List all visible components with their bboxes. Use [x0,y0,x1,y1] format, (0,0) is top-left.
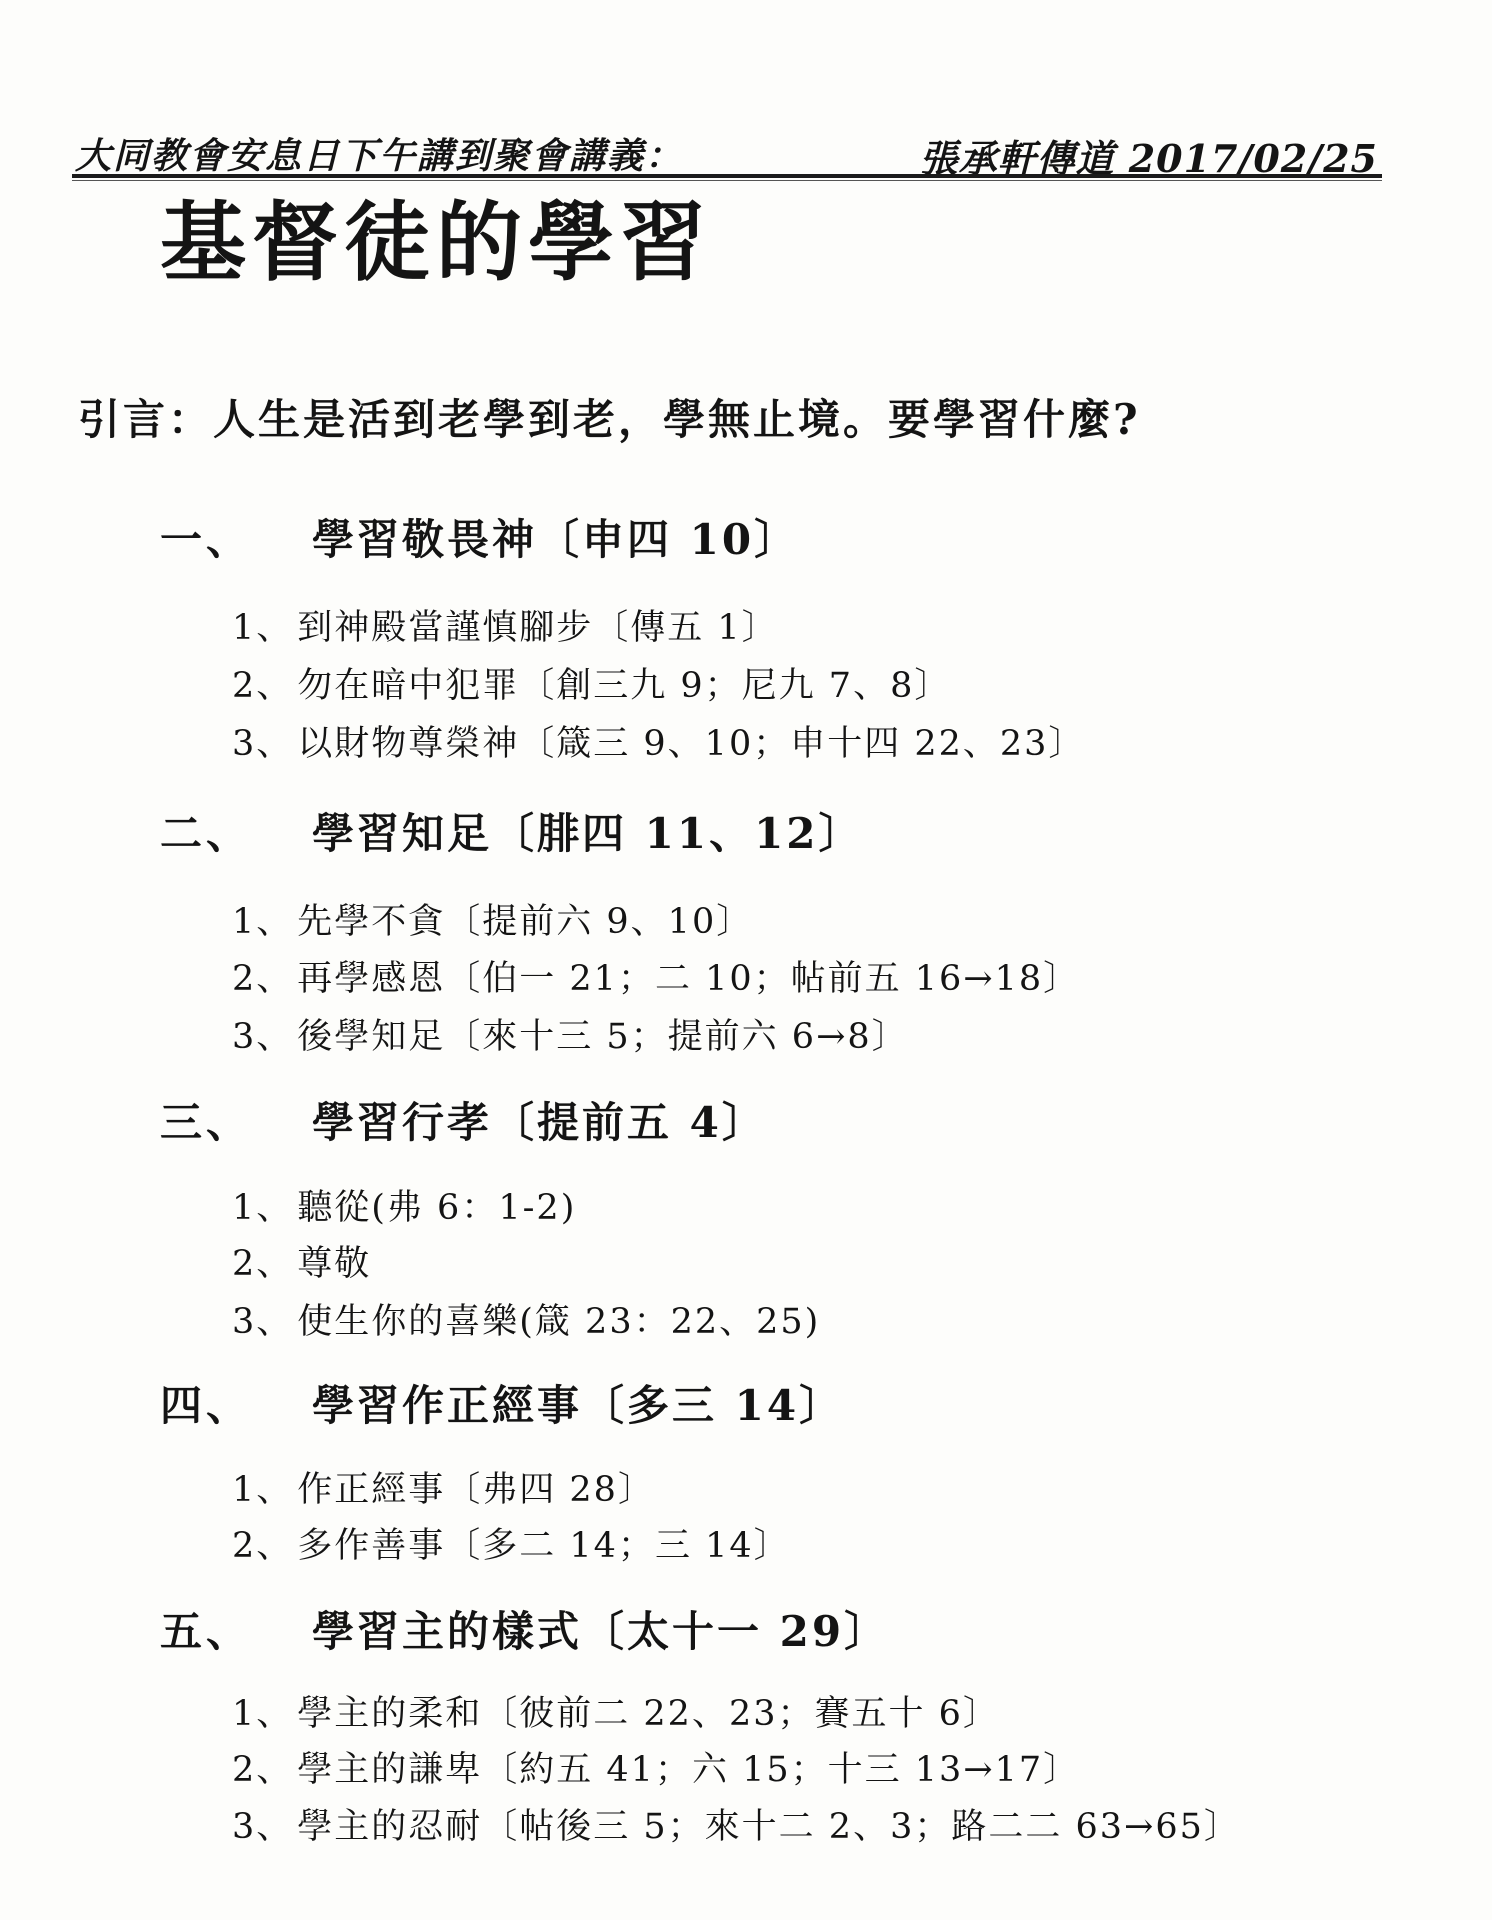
item-number: 1、 [232,608,294,648]
item-text: 學主的柔和〔彼前二 22、23；賽五十 6〕 [297,1694,1000,1734]
item-number: 1、 [232,1694,294,1734]
item-number: 1、 [232,1470,294,1510]
list-item [232,1298,820,1346]
section-number: 五、 [160,1607,253,1656]
section-title: 學習知足〔腓四 11、12〕 [312,809,864,858]
intro-text: 引言：人生是活到老學到老，學無止境。要學習什麼? [78,395,1141,444]
header-rule [72,174,1382,178]
page-header [75,128,1378,181]
item-text: 使生你的喜樂(箴 23：22、25) [297,1302,821,1342]
list-item [232,1184,576,1232]
item-text: 聽從(弗 6：1-2) [297,1188,577,1228]
list-item [232,1803,1241,1851]
item-number: 2、 [232,1244,294,1284]
item-text: 學主的謙卑〔約五 41；六 15；十三 13→17〕 [297,1750,1081,1790]
list-item [232,604,779,652]
section-number: 一、 [160,515,253,564]
item-number: 2、 [232,1526,294,1566]
item-text: 後學知足〔來十三 5；提前六 6→8〕 [297,1017,909,1057]
section-number: 二、 [160,809,253,858]
page-title: 基督徒的學習 [160,192,712,293]
item-text: 學主的忍耐〔帖後三 5；來十二 2、3；路二二 63→65〕 [297,1807,1241,1847]
list-item [232,1746,1080,1794]
list-item [232,1522,791,1570]
list-item [232,955,1080,1003]
item-text: 以財物尊榮神〔箴三 9、10；申十四 22、23〕 [297,724,1086,764]
header-church-info: 大同教會安息日下午講到聚會講義： [75,135,684,177]
section-title: 學習主的樣式〔太十一 29〕 [312,1607,890,1656]
list-item [232,1690,1000,1738]
item-text: 尊敬 [297,1244,372,1284]
item-text: 多作善事〔多二 14；三 14〕 [297,1526,791,1566]
list-item [232,1240,371,1288]
item-text: 作正經事〔弗四 28〕 [297,1470,655,1510]
list-item [232,898,753,946]
section-title: 學習敬畏神〔申四 10〕 [312,515,800,564]
list-item [232,1466,655,1514]
item-text: 再學感恩〔伯一 21；二 10；帖前五 16→18〕 [297,959,1081,999]
item-number: 3、 [232,724,294,764]
header-speaker-date: 張承軒傳道 2017/02/25 [919,136,1378,181]
item-number: 1、 [232,1188,294,1228]
list-item [232,1013,909,1061]
item-number: 3、 [232,1807,294,1847]
section-number: 四、 [160,1381,253,1430]
item-text: 到神殿當謹慎腳步〔傳五 1〕 [297,608,779,648]
item-number: 2、 [232,959,294,999]
item-number: 2、 [232,666,294,706]
item-text: 勿在暗中犯罪〔創三九 9；尼九 7、8〕 [297,666,952,706]
item-number: 3、 [232,1017,294,1057]
list-item [232,662,951,710]
item-number: 2、 [232,1750,294,1790]
section-title: 學習作正經事〔多三 14〕 [312,1381,845,1430]
section-title: 學習行孝〔提前五 4〕 [312,1098,767,1147]
list-item [232,720,1085,768]
item-number: 3、 [232,1302,294,1342]
item-number: 1、 [232,902,294,942]
header-rule-thin [72,180,1382,181]
section-number: 三、 [160,1098,253,1147]
item-text: 先學不貪〔提前六 9、10〕 [297,902,754,942]
